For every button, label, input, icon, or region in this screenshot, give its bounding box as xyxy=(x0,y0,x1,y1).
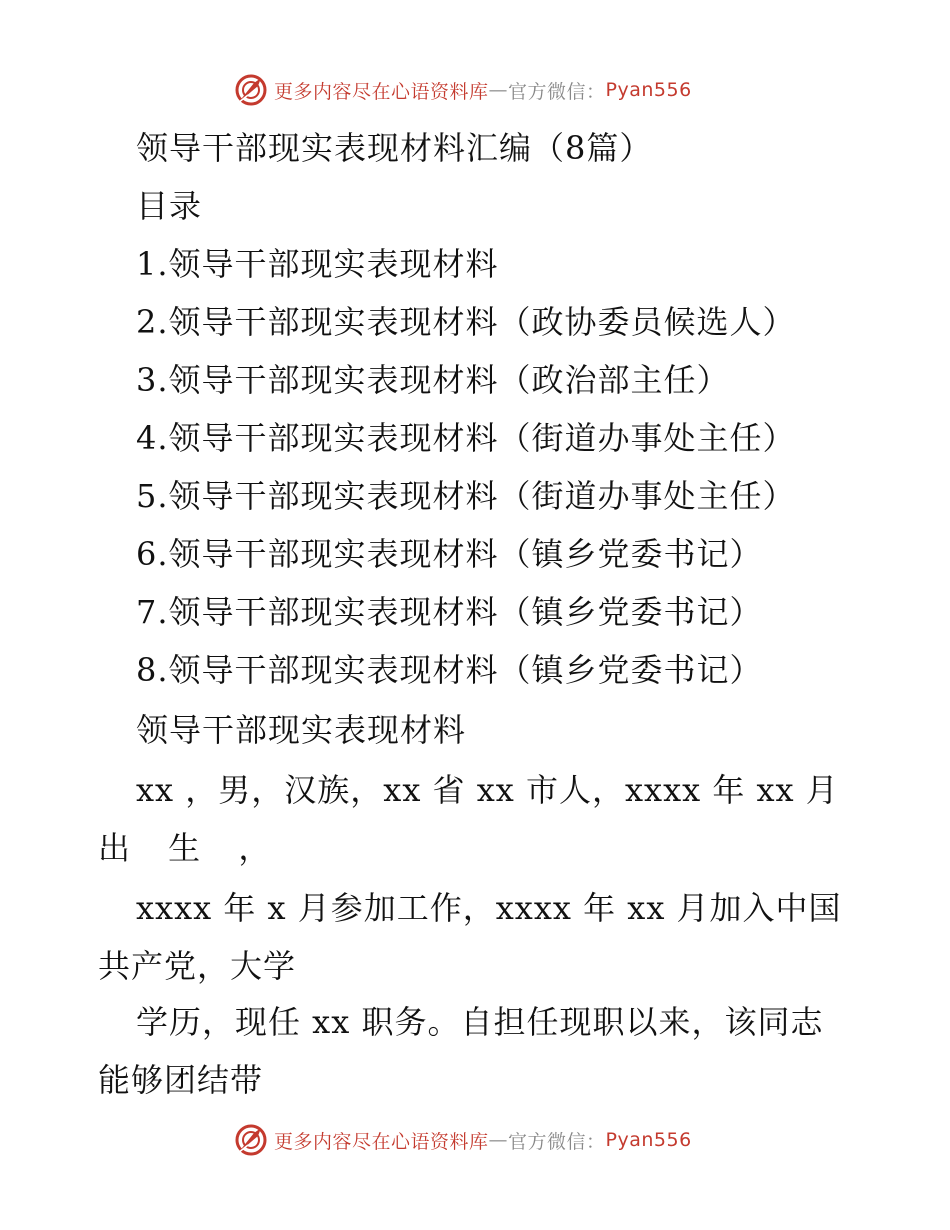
toc-item: 4.领导干部现实表现材料（街道办事处主任） xyxy=(136,419,796,457)
body-line: xxxx 年 x 月参加工作，xxxx 年 xx 月加入中国 xyxy=(136,889,842,927)
watermark-main-text: 更多内容尽在心语资料库 xyxy=(274,80,489,103)
quill-logo-icon xyxy=(234,1123,268,1157)
toc-item: 7.领导干部现实表现材料（镇乡党委书记） xyxy=(136,593,763,631)
watermark-wechat-label: 官方微信： xyxy=(508,80,606,103)
body-line: 能够团结带 xyxy=(98,1061,264,1099)
watermark-wechat-id: Pyan556 xyxy=(605,1129,692,1151)
toc-item: 3.领导干部现实表现材料（政治部主任） xyxy=(136,361,730,399)
body-line: 学历，现任 xx 职务。自担任现职以来，该同志 xyxy=(136,1003,824,1041)
watermark-wechat-id: Pyan556 xyxy=(605,79,692,101)
watermark-wechat-label: 官方微信： xyxy=(508,1130,606,1153)
footer-watermark xyxy=(234,1122,692,1158)
toc-item: 1.领导干部现实表现材料 xyxy=(136,245,499,283)
watermark-main-text: 更多内容尽在心语资料库 xyxy=(274,1130,489,1153)
watermark-separator: — xyxy=(488,79,509,101)
watermark-separator: — xyxy=(488,1129,509,1151)
toc-item: 6.领导干部现实表现材料（镇乡党委书记） xyxy=(136,535,763,573)
body-line: xx ，男，汉族，xx 省 xx 市人，xxxx 年 xx 月 xyxy=(136,771,839,809)
quill-logo-icon xyxy=(234,73,268,107)
body-line: 共产党，大学 xyxy=(98,947,297,985)
section-heading: 领导干部现实表现材料 xyxy=(136,711,467,749)
body-line: 出 生 ， xyxy=(98,829,285,867)
header-watermark xyxy=(234,72,692,108)
toc-item: 2.领导干部现实表现材料（政协委员候选人） xyxy=(136,303,796,341)
toc-item: 5.领导干部现实表现材料（街道办事处主任） xyxy=(136,477,796,515)
toc-heading: 目录 xyxy=(136,187,203,225)
toc-item: 8.领导干部现实表现材料（镇乡党委书记） xyxy=(136,651,763,689)
document-title: 领导干部现实表现材料汇编（8篇） xyxy=(136,129,653,167)
